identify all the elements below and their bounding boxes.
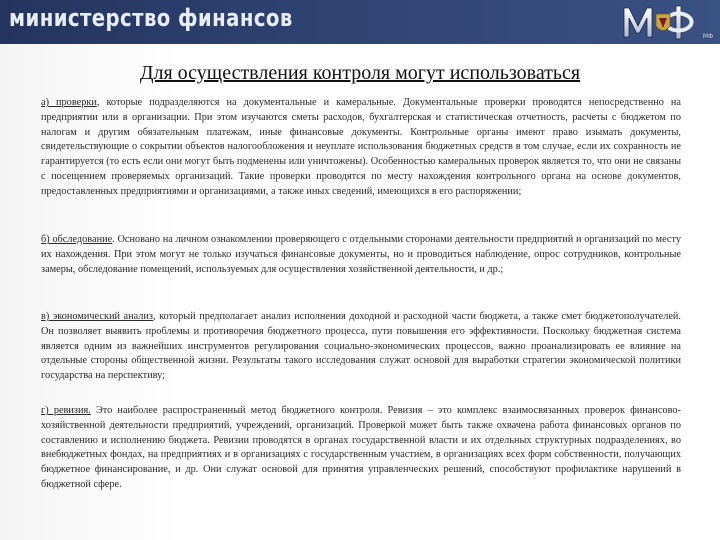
paragraph-lead: а) проверки xyxy=(41,97,97,108)
paragraph-text: Это наиболее распространенный метод бюджетного контроля. Ревизия – это комплекс взаимосвязанных проверок финансово-хозяйственной деятельности предприятий, учреждений, организаций. Проверкой может быть также охвачена работа финансовых органов по составлению и исполнению бюджета. Ревизии проводятся в органах государственной власти и их отдельных структурных подразделениях, во внебюджетных фондах, на предприятиях и в организациях с государственным участием, в организациях всех форм собственности, получающих бюджетное финансирование, и др. Они служат основой для принятия управленческих решений, способствуют профилактике нарушений в бюджетной сфере. xyxy=(41,405,681,490)
paragraph-lead: б) обследование xyxy=(41,234,113,245)
ministry-logo xyxy=(620,2,716,42)
paragraph-audit xyxy=(41,404,681,493)
paragraph-text: . Основано на личном ознакомлении проверяющего с отдельными сторонами деятельности предприятий и организаций по месту их нахождения. При этом могут не только изучаться финансовые документы, но и проводиться наблюдение, опрос сотрудников, контрольные замеры, обследование помещений, используемых для осуществления хозяйственной деятельности, и др.; xyxy=(41,234,681,275)
slide-title: Для осуществления контроля могут использоваться xyxy=(139,62,581,84)
slide-content xyxy=(0,44,720,540)
paragraph-inspections xyxy=(41,96,681,200)
header-bar xyxy=(0,0,720,44)
paragraph-lead: в) экономический анализ xyxy=(41,311,153,322)
paragraph-text: , который предполагает анализ исполнения доходной и расходной части бюджета, а также смет бюджетополучателей. Он позволяет выявить проблемы и противоречия бюджетного процесса, пути повышения его эффективности. Поскольку бюджетная система является одним из важнейших инструментов регулирования социально-экономических процессов, важно проанализировать ее влияние на отдельные стороны общественной жизни. Результаты такого исследования служат основой для выработки стратегии экономической политики государства на перспективу; xyxy=(41,311,682,382)
ministry-title: министерство финансов xyxy=(9,4,293,32)
paragraph-text: , которые подразделяются на документальные и камеральные. Документальные проверки проводятся непосредственно на предприятии или в организации. При этом изучаются сметы расходов, бухгалтерская и статистическая отчетность, расчеты с бюджетом по налогам и другим обязательным платежам, иные финансовые документы. Контрольные органы имеют право изымать документы, свидетельствующие о сокрытии объектов налогообложения и неуплате использования бюджетных средств в том случае, если их сохранность не гарантируется (то есть если они могут быть подменены или уничтожены). Особенностью камеральных проверок является то, что они не связаны с посещением проверяемых организаций. Такие проверки проводятся по месту нахождения контрольного органа на основе документов, предоставленных предприятиями и организациями, а также иных сведений, имеющихся в его распоряжении; xyxy=(41,97,681,197)
paragraph-lead: г) ревизия. xyxy=(41,405,91,416)
logo-caption: МФ xyxy=(702,33,714,40)
paragraph-survey xyxy=(41,233,681,277)
paragraph-economic-analysis xyxy=(41,310,681,384)
